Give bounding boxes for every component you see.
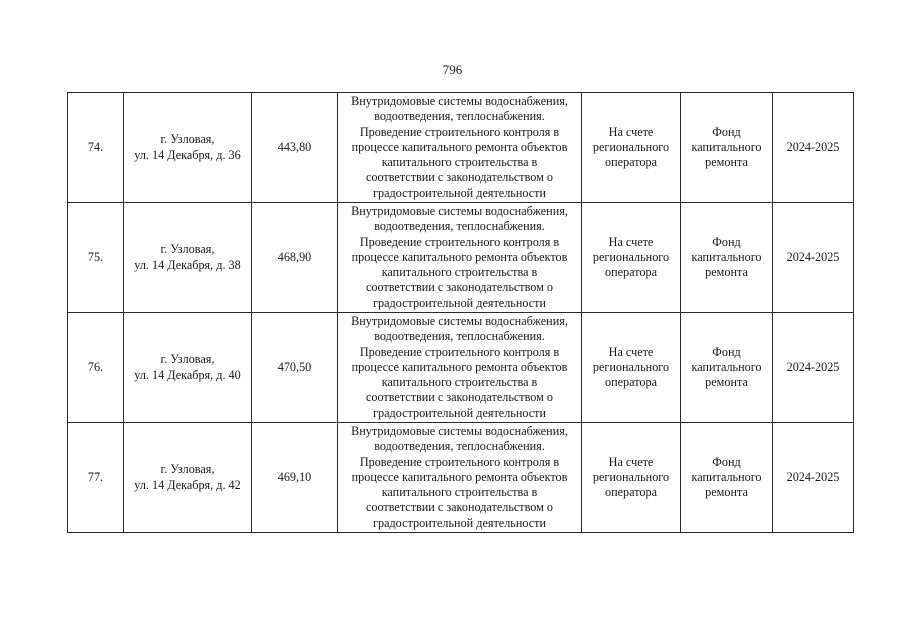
account-line: оператора xyxy=(605,265,657,280)
table-row xyxy=(68,203,854,313)
work-description-line: процессе капитального ремонта объектов xyxy=(351,469,568,484)
work-description-line: соответствии с законодательством о xyxy=(365,500,554,515)
capital-repair-table xyxy=(67,92,854,533)
work-description-line: водоотведения, теплоснабжения. xyxy=(374,219,545,234)
funding-source-line: ремонта xyxy=(705,265,748,280)
account-cell xyxy=(582,203,681,313)
account-cell xyxy=(582,313,681,423)
address-street: ул. 14 Декабря, д. 40 xyxy=(134,367,241,382)
address-city: г. Узловая, xyxy=(160,352,215,367)
period-cell: 2024-2025 xyxy=(773,313,854,423)
address-street: ул. 14 Декабря, д. 38 xyxy=(134,257,241,272)
account-line: На счете xyxy=(608,454,654,469)
address-street: ул. 14 Декабря, д. 42 xyxy=(134,477,241,492)
address-cell xyxy=(124,203,252,313)
account-line: регионального xyxy=(592,359,670,374)
funding-source-line: Фонд xyxy=(712,454,741,469)
address-city: г. Узловая, xyxy=(160,462,215,477)
row-number-cell: 77. xyxy=(68,423,124,533)
account-line: На счете xyxy=(608,344,654,359)
account-line: оператора xyxy=(605,375,657,390)
funding-source-cell xyxy=(681,313,773,423)
address-city: г. Узловая, xyxy=(160,242,215,257)
funding-source-line: Фонд xyxy=(712,124,741,139)
funding-source-line: Фонд xyxy=(712,344,741,359)
funding-source-line: капитального xyxy=(691,359,762,374)
funding-source-line: капитального xyxy=(691,469,762,484)
table-row xyxy=(68,423,854,533)
account-line: оператора xyxy=(605,485,657,500)
funding-source-line: Фонд xyxy=(712,234,741,249)
funding-source-line: капитального xyxy=(691,249,762,264)
work-description-line: процессе капитального ремонта объектов xyxy=(351,249,568,264)
work-description-line: водоотведения, теплоснабжения. xyxy=(374,439,545,454)
work-description-cell xyxy=(338,203,582,313)
account-line: На счете xyxy=(608,234,654,249)
table-row xyxy=(68,313,854,423)
account-line: На счете xyxy=(608,124,654,139)
row-number-cell: 75. xyxy=(68,203,124,313)
address-cell xyxy=(124,423,252,533)
work-description-line: градостроительной деятельности xyxy=(372,515,547,530)
funding-source-line: ремонта xyxy=(705,485,748,500)
funding-source-line: капитального xyxy=(691,139,762,154)
work-description-line: капитального строительства в xyxy=(381,485,538,500)
address-city: г. Узловая, xyxy=(160,132,215,147)
work-description-line: Внутридомовые системы водоснабжения, xyxy=(351,204,568,219)
account-line: регионального xyxy=(592,139,670,154)
work-description-line: Проведение строительного контроля в xyxy=(359,234,560,249)
work-description-line: Внутридомовые системы водоснабжения, xyxy=(351,424,568,439)
work-description-line: капитального строительства в xyxy=(381,155,538,170)
account-cell xyxy=(582,423,681,533)
work-description-line: процессе капитального ремонта объектов xyxy=(351,139,568,154)
period-cell: 2024-2025 xyxy=(773,93,854,203)
account-line: оператора xyxy=(605,155,657,170)
work-description-line: капитального строительства в xyxy=(381,375,538,390)
row-number-cell: 76. xyxy=(68,313,124,423)
work-description-line: градостроительной деятельности xyxy=(372,185,547,200)
work-description-line: Проведение строительного контроля в xyxy=(359,454,560,469)
work-description-line: Внутридомовые системы водоснабжения, xyxy=(351,94,568,109)
funding-source-cell xyxy=(681,93,773,203)
account-cell xyxy=(582,93,681,203)
address-street: ул. 14 Декабря, д. 36 xyxy=(134,147,241,162)
account-line: регионального xyxy=(592,469,670,484)
work-description-cell xyxy=(338,423,582,533)
work-description-line: капитального строительства в xyxy=(381,265,538,280)
work-description-line: водоотведения, теплоснабжения. xyxy=(374,329,545,344)
address-cell xyxy=(124,313,252,423)
period-cell: 2024-2025 xyxy=(773,203,854,313)
period-cell: 2024-2025 xyxy=(773,423,854,533)
funding-source-cell xyxy=(681,203,773,313)
funding-source-cell xyxy=(681,423,773,533)
address-cell xyxy=(124,93,252,203)
work-description-cell xyxy=(338,313,582,423)
work-description-line: градостроительной деятельности xyxy=(372,295,547,310)
amount-cell: 469,10 xyxy=(252,423,338,533)
amount-cell: 468,90 xyxy=(252,203,338,313)
work-description-line: Проведение строительного контроля в xyxy=(359,344,560,359)
work-description-line: Проведение строительного контроля в xyxy=(359,124,560,139)
amount-cell: 443,80 xyxy=(252,93,338,203)
row-number-cell: 74. xyxy=(68,93,124,203)
account-line: регионального xyxy=(592,249,670,264)
work-description-cell xyxy=(338,93,582,203)
work-description-line: Внутридомовые системы водоснабжения, xyxy=(351,314,568,329)
work-description-line: градостроительной деятельности xyxy=(372,405,547,420)
work-description-line: процессе капитального ремонта объектов xyxy=(351,359,568,374)
work-description-line: соответствии с законодательством о xyxy=(365,170,554,185)
table-row xyxy=(68,93,854,203)
work-description-line: соответствии с законодательством о xyxy=(365,280,554,295)
funding-source-line: ремонта xyxy=(705,375,748,390)
work-description-line: соответствии с законодательством о xyxy=(365,390,554,405)
work-description-line: водоотведения, теплоснабжения. xyxy=(374,109,545,124)
funding-source-line: ремонта xyxy=(705,155,748,170)
table-body xyxy=(68,93,854,533)
amount-cell: 470,50 xyxy=(252,313,338,423)
page-number: 796 xyxy=(442,62,463,77)
